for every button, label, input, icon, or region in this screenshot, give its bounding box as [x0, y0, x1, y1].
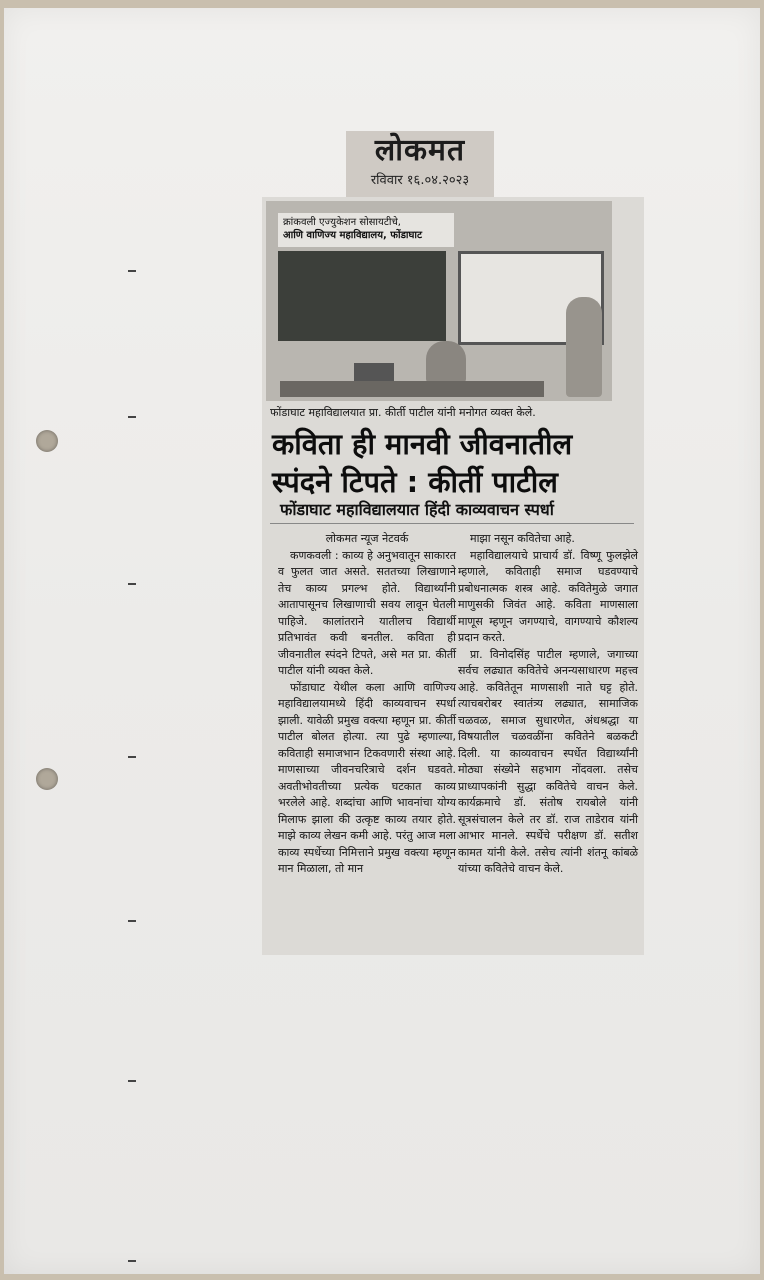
margin-mark: [128, 920, 136, 922]
blackboard: [278, 251, 446, 341]
dais-table: [280, 381, 544, 397]
banner-line-1: क्रांकवली एज्युकेशन सोसायटीचे,: [283, 217, 401, 228]
headline-line-2: स्पंदने टिपते : कीर्ती पाटील: [272, 465, 558, 499]
seated-guest: [426, 341, 466, 383]
subheadline: फोंडाघाट महाविद्यालयात हिंदी काव्यवाचन स्पर्धा: [280, 500, 554, 519]
divider: [270, 523, 634, 524]
college-banner: [278, 213, 454, 247]
margin-mark: [128, 416, 136, 418]
publication-date: रविवार १६.०४.२०२३: [370, 173, 470, 188]
article-column-left: [278, 531, 456, 878]
headline: [272, 425, 638, 501]
paragraph: महाविद्यालयाचे प्राचार्य डॉ. विष्णू फुलझेले म्हणाले, कविताही समाज घडवण्याचे प्रबोधनात्मक शस्त्र आहे. कवितेमुळे जगात माणुसकी जिवंत आहे. कविता माणसाला माणूस म्हणून जगण्याचे, वागण्याचे कौशल्य प्रदान करते.: [458, 548, 638, 644]
margin-mark: [128, 1260, 136, 1262]
margin-mark: [128, 756, 136, 758]
margin-mark: [128, 583, 136, 585]
punch-hole-top: [36, 430, 58, 452]
chair: [354, 363, 394, 381]
photo-caption: फोंडाघाट महाविद्यालयात प्रा. कीर्ती पाटील यांनी मनोगत व्यक्त केले.: [270, 406, 536, 419]
paragraph: फोंडाघाट येथील कला आणि वाणिज्य महाविद्यालयामध्ये हिंदी काव्यवाचन स्पर्धा झाली. यावेळी प्रमुख वक्त्या म्हणून प्रा. कीर्ती पाटील बोलत होत्या. त्या पुढे म्हणाल्या, कविताही समाजभान टिकवणारी संस्था आहे. माणसाच्या जीवनचरित्राचे दर्शन घडवते. अवतीभोवतीच्या प्रत्येक घटकात काव्य भरलेले आहे. शब्दांचा आणि भावनांचा योग्य मिलाफ झाला की उत्कृष्ट काव्य तयार होते. माझे काव्य लेखन कमी आहे. परंतु आज मला काव्य स्पर्धेच्या निमित्ताने प्रमुख वक्त्या म्हणून मान मिळाला, तो मान: [278, 680, 456, 875]
speaker: [566, 297, 602, 397]
margin-mark: [128, 1080, 136, 1082]
news-clipping: [262, 197, 644, 955]
event-photo: [266, 201, 612, 401]
paragraph: माझा नसून कवितेचा आहे.: [470, 532, 575, 545]
margin-mark: [128, 270, 136, 272]
headline-line-1: कविता ही मानवी जीवनातील: [272, 427, 573, 461]
paragraph: प्रा. विनोदसिंह पाटील म्हणाले, जगाच्या सर्वच लढ्यात कवितेचे अनन्यसाधारण महत्त्व आहे. कवितेतून माणसाशी नाते घट्ट होते. त्याचबरोबर स्वातंत्र्य लढ्यात, सामाजिक चळवळ, समाज सुधारणेत, अंधश्रद्धा या विषयातील चळवळींना कवितेने बळकटी दिली. या काव्यवाचन स्पर्धेत विद्यार्थ्यांनी मोठ्या संख्येने सहभाग नोंदवला. तसेच प्राध्यापकांनी सुद्धा कवितेचे वाचन केले. कार्यक्रमाचे डॉ. संतोष रायबोले यांनी सूत्रसंचालन केले तर डॉ. राज ताडेराव यांनी आभार मानले. स्पर्धेचे परीक्षण डॉ. सतीश कामत यांनी केले. तसेच त्यांनी शंतनू कांबळे यांच्या कवितेचे वाचन केले.: [458, 647, 638, 875]
banner-line-2: आणि वाणिज्य महाविद्यालय, फोंडाघाट: [283, 230, 423, 241]
newspaper-logo: लोकमत: [374, 133, 466, 168]
newspaper-masthead: [346, 131, 494, 199]
byline: लोकमत न्यूज नेटवर्क: [325, 532, 409, 545]
punch-hole-bottom: [36, 768, 58, 790]
article-column-right: [458, 531, 638, 878]
paragraph: कणकवली : काव्य हे अनुभवातून साकारत व फुलत जात असते. सततच्या लिखाणाने तेच काव्य प्रगल्भ होते. विद्यार्थ्यांनी आतापासूनच लिखाणाची सवय लावून घेतली पाहिजे. कालांतराने यातीलच विद्यार्थी प्रतिभावंत कवी बनतील. कविता ही जीवनातील स्पंदने टिपते, असे मत प्रा. कीर्ती पाटील यांनी व्यक्त केले.: [278, 548, 456, 677]
